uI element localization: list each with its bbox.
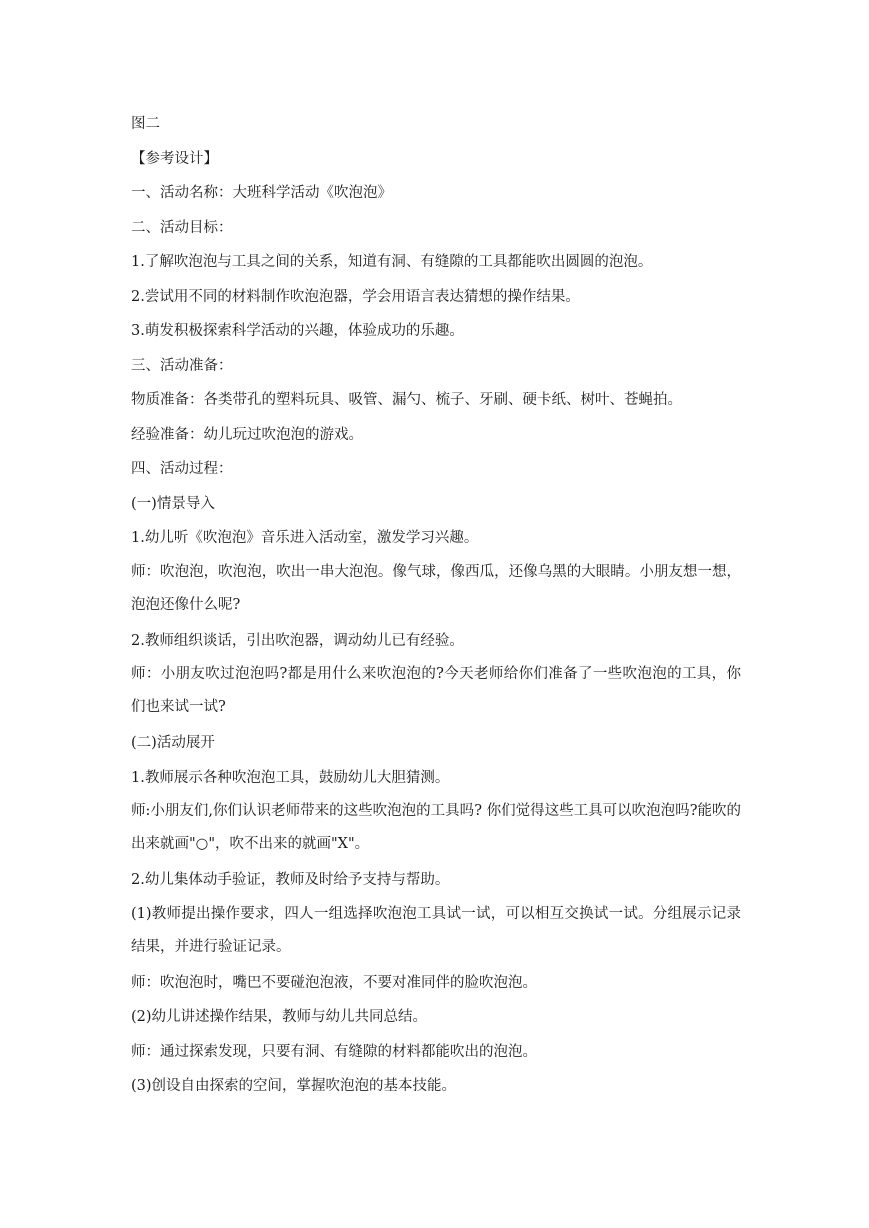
teacher-dialogue: 师：吹泡泡时，嘴巴不要碰泡泡液，不要对准同伴的脸吹泡泡。: [131, 974, 537, 991]
process-step: 1.幼儿听《吹泡泡》音乐进入活动室，激发学习兴趣。: [131, 530, 479, 546]
process-step: 2.教师组织谈话，引出吹泡器，调动幼儿已有经验。: [131, 632, 464, 649]
experience-preparation: 经验准备：幼儿玩过吹泡泡的游戏。: [131, 426, 363, 443]
process-substep: (2)幼儿讲述操作结果，教师与幼儿共同总结。: [131, 1009, 428, 1025]
heading-activity-process: 四、活动过程：: [131, 461, 233, 477]
goal-item: 1.了解吹泡泡与工具之间的关系，知道有洞、有缝隙的工具都能吹出圆圆的泡泡。: [131, 254, 653, 270]
figure-caption: 图二: [131, 116, 160, 132]
heading-activity-goals: 二、活动目标：: [131, 219, 233, 236]
process-substep: (3)创设自由探索的空间，掌握吹泡泡的基本技能。: [131, 1078, 457, 1094]
teacher-dialogue: 师：通过探索发现，只要有洞、有缝隙的材料都能吹出的泡泡。: [131, 1043, 537, 1060]
activity-name: 一、活动名称：大班科学活动《吹泡泡》: [131, 185, 392, 201]
section-heading-reference-design: 【参考设计】: [131, 150, 218, 167]
subheading-scenario-intro: (一)情景导入: [131, 495, 215, 512]
process-step: 2.幼儿集体动手验证，教师及时给予支持与帮助。: [131, 872, 450, 888]
process-step: 1.教师展示各种吹泡泡工具，鼓励幼儿大胆猜测。: [131, 769, 450, 786]
goal-item: 3.萌发积极探索科学活动的兴趣，体验成功的乐趣。: [131, 323, 464, 339]
subheading-activity-development: (二)活动展开: [131, 735, 215, 751]
teacher-dialogue: 师：吹泡泡，吹泡泡，吹出一串大泡泡。像气球，像西瓜，还像乌黑的大眼睛。小朋友想一想，泡泡还像什么呢?: [131, 563, 741, 613]
goal-item: 2.尝试用不同的材料制作吹泡泡器，学会用语言表达猜想的操作结果。: [131, 288, 580, 305]
teacher-dialogue: 师:小朋友们,你们认识老师带来的这些吹泡泡的工具吗? 你们觉得这些工具可以吹泡泡吗?能吹的出来就画"○"，吹不出来的就画"X"。: [131, 803, 741, 852]
material-preparation: 物质准备：各类带孔的塑料玩具、吸管、漏勺、梳子、牙刷、硬卡纸、树叶、苍蝇拍。: [131, 392, 682, 408]
teacher-dialogue: 师：小朋友吹过泡泡吗?都是用什么来吹泡泡的?今天老师给你们准备了一些吹泡泡的工具，你们也来试一试?: [131, 666, 741, 715]
document-body: [131, 107, 741, 1104]
heading-activity-preparation: 三、活动准备：: [131, 357, 233, 374]
operation-requirement: (1)教师提出操作要求，四人一组选择吹泡泡工具试一试，可以相互交换试一试。分组展示记录结果，并进行验证记录。: [131, 905, 741, 955]
